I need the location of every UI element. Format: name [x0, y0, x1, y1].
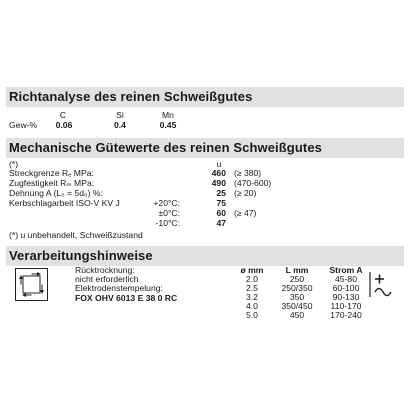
element-mn-label: Mn — [162, 110, 174, 120]
row-range-yield: (≥ 380) — [234, 168, 262, 178]
analysis-header: Richtanalyse des reinen Schweißgutes — [6, 87, 404, 107]
mechanical-marker: (*) — [9, 159, 19, 169]
note-stamp-code: FOX OHV 6013 E 38 0 RC — [75, 293, 178, 303]
cell-length: 250/350 — [281, 283, 313, 293]
cell-length: 250 — [289, 274, 305, 284]
cell-diameter: 3.2 — [246, 292, 258, 302]
cell-length: 350/450 — [281, 301, 313, 311]
element-c-label: C — [59, 110, 67, 120]
row-range-tensile: (470-600) — [234, 178, 272, 188]
analysis-row-label: Gew-% — [9, 120, 38, 130]
cell-length: 350 — [289, 292, 305, 302]
cell-diameter: 2.0 — [246, 274, 258, 284]
row-value-minus10: 47 — [216, 218, 226, 228]
welding-position-icon — [15, 268, 48, 301]
mechanical-footnote: (*) u unbehandelt, Schweißzustand — [9, 230, 143, 240]
note-not-required: nicht erforderlich — [75, 274, 139, 284]
row-label-yield: Streckgrenze Rₑ MPa: — [9, 168, 94, 178]
cell-diameter: 2.5 — [246, 283, 258, 293]
value-c: 0.06 — [55, 120, 73, 130]
row-temp-zero: ±0°C: — [158, 208, 180, 218]
cell-current: 170-240 — [330, 310, 362, 320]
row-range-zero: (≥ 47) — [234, 208, 257, 218]
cell-current: 90-130 — [332, 292, 360, 302]
ac-dc-current-icon — [367, 268, 400, 301]
row-label-tensile: Zugfestigkeit Rₘ MPa: — [9, 178, 95, 188]
cell-current: 60-100 — [332, 283, 360, 293]
row-temp-minus10: -10°C: — [155, 218, 180, 228]
row-value-tensile: 490 — [211, 178, 226, 188]
column-current: Strom A — [329, 265, 363, 275]
cell-diameter: 5.0 — [246, 310, 258, 320]
row-range-elongation: (≥ 20) — [234, 188, 257, 198]
column-diameter: ø mm — [240, 265, 264, 275]
column-length: L mm — [285, 265, 309, 275]
processing-header: Verarbeitungshinweise — [6, 246, 404, 266]
column-u-label: u — [216, 159, 222, 169]
row-temp-plus20: +20°C: — [153, 198, 180, 208]
row-label-impact: Kerbschlagarbeit ISO-V KV J — [9, 198, 120, 208]
cell-length: 450 — [289, 310, 305, 320]
cell-current: 110-170 — [330, 301, 362, 311]
value-si: 0.4 — [114, 120, 126, 130]
row-value-plus20: 75 — [216, 198, 226, 208]
row-value-yield: 460 — [211, 168, 226, 178]
note-redrying: Rücktrocknung: — [75, 265, 135, 275]
row-value-elongation: 25 — [216, 188, 226, 198]
value-mn: 0.45 — [159, 120, 177, 130]
note-stamping: Elektrodenstempelung: — [75, 283, 163, 293]
row-label-elongation: Dehnung A (L₀ = 5d₀) %: — [9, 188, 103, 198]
element-si-label: Si — [116, 110, 124, 120]
cell-diameter: 4.0 — [246, 301, 258, 311]
row-value-zero: 60 — [216, 208, 226, 218]
cell-current: 45-80 — [335, 274, 357, 284]
mechanical-header: Mechanische Gütewerte des reinen Schweißgutes — [6, 138, 404, 158]
